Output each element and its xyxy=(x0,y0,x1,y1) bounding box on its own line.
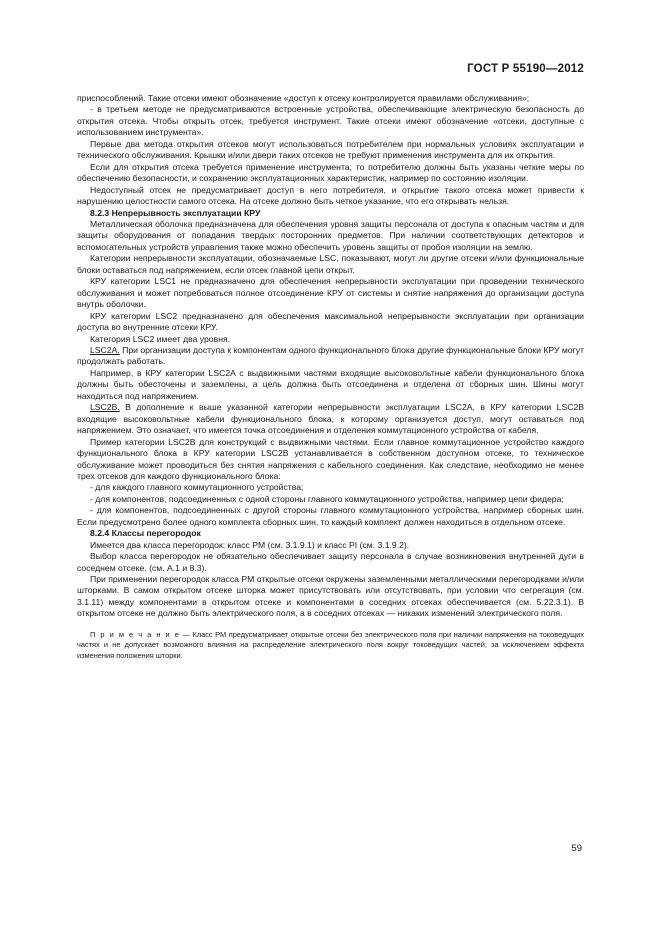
paragraph-text: При организации доступа к компонентам одного функционального блока другие функциональные блоки КРУ могут продолжать работать. xyxy=(77,344,584,367)
body-paragraph: КРУ категории LSC1 не предназначено для обеспечения непрерывности эксплуатации при проведении технического обслуживания и может потребоваться полное отсоединение КРУ от системы и снятие напряжения до организации доступа внутрь оболочки. xyxy=(77,276,584,310)
body-paragraph: Недоступный отсек не предусматривает доступ в него потребителя, и открытие такого отсека может привести к нарушению целостности самого отсека. На отсеке должно быть четкое указание, что его открывать нельзя. xyxy=(77,184,584,207)
body-paragraph: Первые два метода открытия отсеков могут использоваться потребителем при нормальных условиях эксплуатации и технического обслуживания. Крышки и/или двери таких отсеков не требуют применения инструмента для их открытия. xyxy=(77,138,584,161)
body-paragraph: Категория LSC2 имеет два уровня. xyxy=(90,333,231,344)
body-paragraph: - для каждого главного коммутационного устройства; xyxy=(90,482,304,493)
section-heading: 8.2.4 Классы перегородок xyxy=(90,528,201,539)
body-paragraph: Металлическая оболочка предназначена для обеспечения уровня защиты персонала от доступа к опасным частям и для защиты оборудования от попадания твердых посторонних предметов. При наличии соответствующих детекторов и вспомогательных устройств управления также можно обеспечить уровень защиты от пробоя изоляции на землю. xyxy=(77,218,584,252)
body-paragraph xyxy=(77,345,584,368)
category-term: LSC2A. xyxy=(90,344,120,355)
body-paragraph: Например, в КРУ категории LSC2A с выдвижными частями входящие высоковольтные кабели функционального блока должны быть обесточены и заземлены, а цель должна быть отсоединена и отделена от сборных шин. Шины могут находиться под напряжением. xyxy=(77,367,584,401)
category-term: LSC2B. xyxy=(90,402,120,413)
body-paragraph: - для компонентов, подсоединенных с другой стороны главного коммутационного устройства, например сборных шин. Если предусмотрено более одного комплекта сборных шин, то каждый комплект должен находиться в отдельном отсеке. xyxy=(77,505,584,527)
note-label: П р и м е ч а н и е xyxy=(90,629,181,639)
document-standard-id: ГОСТ Р 55190—2012 xyxy=(467,63,584,75)
body-paragraph xyxy=(77,402,584,436)
paragraph-text: В дополнение к выше указанной категории непрерывности эксплуатации LSC2A, в КРУ категории LSC2B входящие высоковольтные кабели функционального блока, к которому организуется доступ, могут оставаться под напряжением. Это означает, что имеется точка отсоединения и отделения коммутационного устройства от кабеля. xyxy=(77,402,584,436)
note-text: — Класс PM предусматривает открытые отсеки без электрического поля при наличии напряжения на токоведущих частях и не допускает возможного влияния на распределение электрического поля вокруг токоведущих частей, за исключением эффекта изменения положения шторки. xyxy=(77,629,584,661)
document-body xyxy=(77,93,584,662)
body-paragraph: КРУ категории LSC2 предназначено для обеспечения максимальной непрерывности эксплуатации при организации доступа во внутренние отсеки КРУ. xyxy=(77,310,584,333)
body-paragraph: приспособлений. Такие отсеки имеют обозначение «доступ к отсеку контролируется правилами обслуживания»; xyxy=(77,93,530,103)
body-paragraph: - для компонентов, подсоединенных с одной стороны главного коммутационного устройства, например цепи фидера; xyxy=(90,493,564,504)
body-paragraph: Имеется два класса перегородок: класс PM (см. 3.1.9.1) и класс PI (см. 3.1.9.2). xyxy=(90,539,410,550)
note-paragraph xyxy=(77,630,584,662)
body-paragraph: - в третьем методе не предусматриваются встроенные устройства, обеспечивающие электрическую безопасность до открытия отсека. Чтобы открыть отсек, требуется инструмент. Такие отсеки имеют обозначение «отсеки, доступные с использованием инструмента». xyxy=(77,104,584,138)
body-paragraph: При применении перегородок класса PM открытые отсеки окружены заземленными металлическими перегородками и/или шторками. В самом открытом отсеке шторка может присутствовать или отсутствовать, при условии что сегрегация (см. 3.1.11) между компонентами в открытом отсеке и компонентами в соседних отсеках обеспечивается (см. 5.22.3.1). В открытом отсеке не должно быть электрического поля, а в соседних отсеках — никаких изменений электрического поля. xyxy=(77,574,584,619)
body-paragraph: Если для открытия отсека требуется применение инструмента, то потребителю должны быть указаны четкие меры по обеспечению безопасности, и сохранению эксплуатационных характеристик, например по состоянию изоляции. xyxy=(77,161,584,184)
body-paragraph: Категории непрерывности эксплуатации, обозначаемые LSC, показывают, могут ли другие отсеки и/или функциональные блоки оставаться под напряжением, если отсек главной цепи открыт. xyxy=(77,253,584,275)
section-heading: 8.2.3 Непрерывность эксплуатации КРУ xyxy=(90,207,261,218)
body-paragraph: Пример категории LSC2B для конструкций с выдвижными частями. Если главное коммутационное устройство каждого функционального блока в КРУ категории LSC2B устанавливается в собственном доступном отсеке, то техническое обслуживание может проводиться без снятия напряжения с кабельного соединения. Как следствие, необходимо не менее трех отсеков для каждого функционального блока: xyxy=(77,436,584,481)
body-paragraph: Выбор класса перегородок не обязательно обеспечивает защиту персонала в случае возникновения внутренней дуги в соседнем отсеке. (см. A.1 и 8.3). xyxy=(77,551,584,573)
page-number: 59 xyxy=(571,843,582,854)
